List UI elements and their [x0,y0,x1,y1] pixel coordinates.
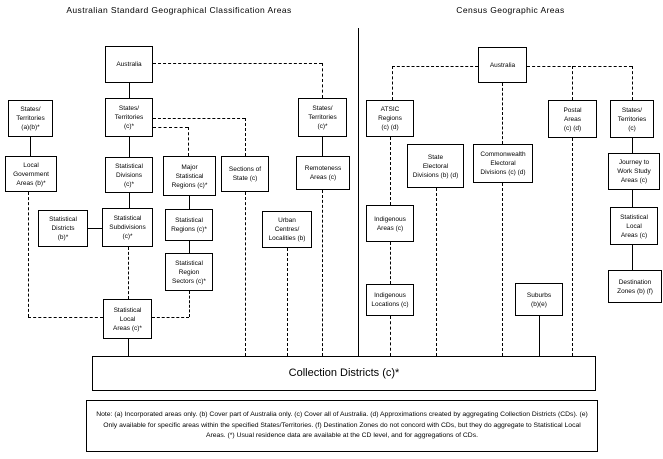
node-label-line: (c) [628,124,636,132]
node-label-line: (c)* [317,123,328,130]
node-label-line: Areas (b)* [16,179,46,187]
census-section-title: Census Geographic Areas [456,5,565,15]
link-australia-census-to-atsic-h [392,66,478,67]
link-australia-census-to-st-v [632,66,633,100]
section-divider [358,28,359,356]
node-label-line: Localities (b) [268,235,306,242]
node-label-line: Government [13,170,49,178]
node-label-line: Journey to [618,159,650,166]
node-label-line: States/ [621,106,643,114]
node-label-line: (c)* [123,180,135,188]
node-journey-to-work-study-areas [608,153,660,190]
node-australia-census [478,47,527,83]
node-label-line: (c) (d) [563,124,582,132]
node-statistical-subdivisions [102,208,153,247]
node-label-line: Divisions (c) (d) [480,169,526,176]
node-label-line: Major [181,163,198,171]
node-major-statistical-regions [163,156,216,196]
node-label-line: Sections of [228,166,262,173]
node-label-line: (b)* [57,234,69,241]
link-australia-census-right-h [527,66,632,67]
link-cwlth-electoral-to-cd [502,183,503,356]
node-statistical-region-sectors [165,253,213,291]
node-statistical-districts [38,210,88,247]
node-sections-of-state [221,156,269,192]
node-label-line: States/ [20,106,41,113]
node-label-line: Statistical [113,215,142,222]
link-major-regions-to-stat-regions [189,196,190,209]
node-postal-areas [548,100,597,138]
link-jtw-to-sla-census [632,190,633,207]
footnote-box [86,400,598,452]
node-label-line: Subdivisions [109,224,146,231]
node-label-line: States/ [118,105,140,112]
link-indigenous-locations-to-cd [390,316,391,356]
node-label-line: (b)(e) [531,300,547,308]
link-sla-census-to-dest-zones [632,245,633,270]
link-australia-census-to-cwlth [502,83,503,144]
node-label-line: Indigenous [374,292,406,299]
node-label-line: Statistical [49,216,77,223]
node-label-line: Areas (c)* [113,324,142,332]
node-label-line: Sectors (c)* [172,277,206,285]
node-label-line: Suburbs [526,291,552,299]
node-label-line: Regions (c)* [171,226,207,233]
link-sectors-to-sla-v [189,291,190,317]
link-stat-divisions-to-subdivisions [129,193,130,208]
node-local-government-areas [5,156,57,192]
node-label-line: Work Study [617,168,651,175]
node-atsic-regions [366,100,414,137]
node-label-line: Destination [618,278,652,286]
node-label-line: Areas (c) [620,177,648,184]
node-label-line: Electoral [422,162,449,170]
link-state-electoral-to-cd [436,188,437,356]
link-urban-centres-to-cd [287,248,288,356]
node-label-line: ATSIC [380,106,400,113]
node-label-line: Territories [114,114,144,121]
link-postal-to-cd [572,138,573,356]
node-label-line: Statistical [175,172,204,180]
link-districts-to-subdivisions [88,228,102,229]
node-label-line: (c)* [122,233,133,240]
node-label-line: State [427,153,444,161]
node-state-electoral-divisions [407,144,464,188]
link-australia-census-to-atsic-v [392,66,393,100]
node-label-line: (a)(b)* [21,124,40,131]
node-label-line: Australia [489,61,516,69]
link-st-center-to-stat-divisions [129,137,130,157]
link-st-center-to-major-regions-h [153,127,188,128]
link-sla-to-cd [128,339,129,356]
link-st-center-to-major-regions-v [188,127,189,156]
node-label-line: Locations (c) [371,301,409,308]
link-australia-census-to-postal-v [572,66,573,100]
link-st-center-to-sections-v [245,118,246,156]
node-label-line: Zones (b) (f) [617,287,653,295]
node-label-line: Local [119,315,136,323]
node-indigenous-areas [366,205,414,242]
asgc-section-title: Australian Standard Geographical Classification Areas [66,5,292,15]
node-label-line: Australia [116,61,142,68]
node-label-line: Urban [278,217,296,224]
link-sectors-to-sla-h [152,317,189,318]
node-label-line: Statistical [175,217,203,224]
node-states-territories-left [8,100,53,137]
node-statistical-regions [165,209,213,241]
link-st-center-to-sections-h [153,118,245,119]
node-label-line: Remoteness [304,165,342,172]
link-suburbs-to-cd [539,316,540,356]
link-remoteness-to-cd [322,190,323,356]
footnote-text: Note: (a) Incorporated areas only. (b) Cover part of Australia only. (c) Cover all of Australia. (d) Approximations created by aggregating Collection Districts (CDs). (e) Only available for specific areas within the specified States/Territories. (f) Destination Zones do not concord with CDs, but they do aggregate to Statistical Local Areas. (*) Usual residence data are available at the CD level, and for aggregations of CDs. [96,411,588,440]
node-label-line: (c)* [123,123,135,130]
node-suburbs [515,283,563,316]
node-states-territories-center [105,98,153,137]
node-label-line: Local [23,161,39,169]
node-label-line: Commonwealth [480,151,526,158]
node-label-line: Statistical [115,162,143,170]
node-label-line: Region [178,268,200,276]
link-indigenous-areas-to-locations [390,242,391,284]
node-label-line: Areas (c) [376,224,404,232]
link-lga-to-sla-h [28,317,103,318]
node-label-line: Regions (c)* [171,181,208,189]
link-australia-to-st-center [129,83,130,98]
node-label-line: Collection Districts (c)* [288,367,400,379]
node-label-line: Centres/ [274,226,300,233]
node-label-line: (c) (d) [381,124,399,131]
node-label-line: Local [626,222,642,230]
node-statistical-divisions [105,157,153,193]
node-label-line: Regions [378,115,402,122]
node-collection-districts [92,356,596,391]
link-subdivisions-to-sla [128,247,129,299]
node-label-line: Areas (c) [620,231,648,239]
node-label-line: Electoral [490,160,516,167]
node-remoteness-areas [296,156,350,190]
link-st-census-to-jtw [632,138,633,153]
node-label-line: Divisions (b) (d) [412,171,459,179]
node-label-line: Indigenous [374,215,406,223]
link-stat-regions-to-sectors [189,241,190,253]
node-statistical-local-areas-census [610,207,658,245]
node-label-line: Postal [563,106,582,114]
node-states-territories-right [298,98,347,137]
node-label-line: State (c) [232,175,258,182]
link-australia-to-st-right-v [322,63,323,98]
node-label-line: Territories [16,115,45,122]
node-urban-centres-localities [262,211,312,248]
link-st-left-to-lga [30,137,31,156]
node-label-line: Areas [564,115,581,123]
link-st-right-to-remoteness [322,137,323,156]
node-label-line: Districts [51,225,75,232]
node-label-line: Statistical [175,259,203,267]
node-label-line: States/ [312,105,333,112]
node-states-territories-census [610,100,654,138]
node-label-line: Statistical [113,306,142,314]
node-statistical-local-areas-asgc [103,299,152,339]
link-lga-to-sla-v [28,192,29,317]
node-label-line: Territories [617,115,647,123]
node-indigenous-locations [366,284,414,316]
link-atsic-to-indigenous-areas [390,137,391,205]
node-commonwealth-electoral-divisions [473,144,533,183]
node-label-line: Areas (c) [309,174,337,181]
node-label-line: Territories [308,114,337,121]
node-label-line: Statistical [620,213,648,221]
node-australia-asgc [105,46,153,83]
node-destination-zones [608,270,662,303]
node-label-line: Divisions [115,171,142,179]
link-sections-to-cd [245,192,246,356]
link-australia-to-st-right-h [153,63,322,64]
